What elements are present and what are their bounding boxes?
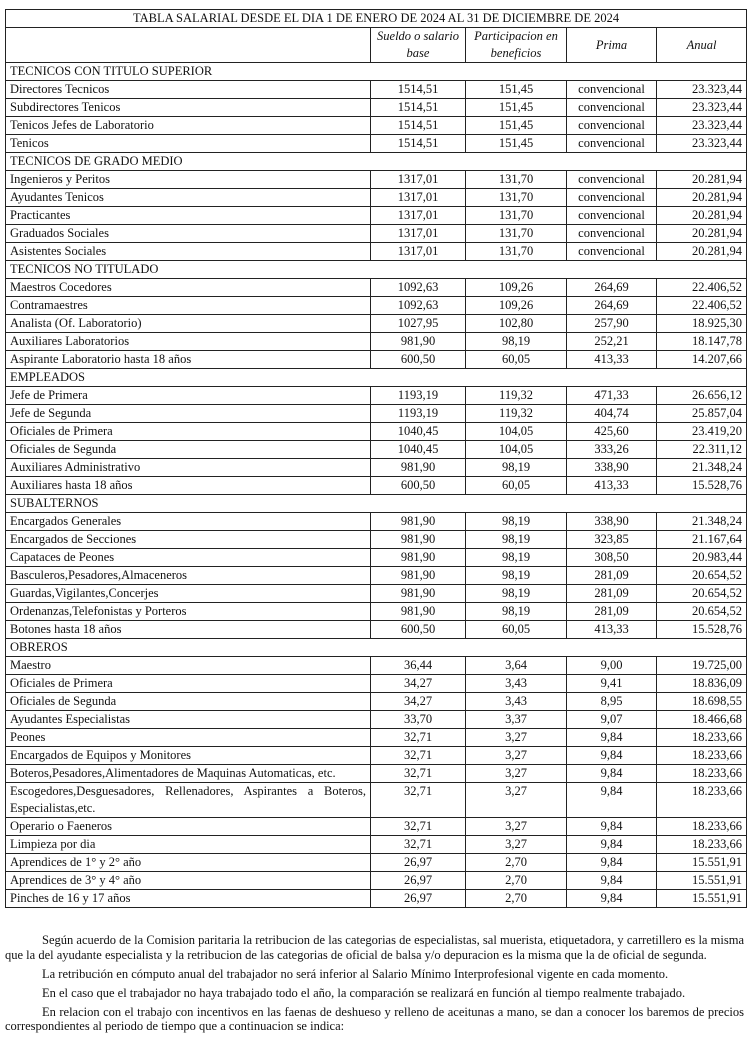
cell-sueldo: 1092,63 <box>371 297 466 315</box>
header-sueldo: Sueldo o salario base <box>371 28 466 63</box>
cell-anual: 26.656,12 <box>657 387 747 405</box>
header-anual: Anual <box>657 28 747 63</box>
cell-prima: 9,84 <box>567 747 657 765</box>
section-row <box>6 153 747 171</box>
cell-prima: 413,33 <box>567 621 657 639</box>
cell-anual: 18.925,30 <box>657 315 747 333</box>
cell-participacion: 3,27 <box>466 747 567 765</box>
table-row <box>6 459 747 477</box>
cell-prima: convencional <box>567 189 657 207</box>
cell-prima: convencional <box>567 117 657 135</box>
cell-anual: 23.419,20 <box>657 423 747 441</box>
header-participacion: Participacion en beneficios <box>466 28 567 63</box>
cell-anual: 18.466,68 <box>657 711 747 729</box>
section-row <box>6 261 747 279</box>
table-row <box>6 657 747 675</box>
table-row <box>6 225 747 243</box>
cell-participacion: 3,27 <box>466 765 567 783</box>
section-title: SUBALTERNOS <box>6 495 747 513</box>
cell-prima: 252,21 <box>567 333 657 351</box>
cell-participacion: 60,05 <box>466 351 567 369</box>
cell-anual: 15.551,91 <box>657 890 747 908</box>
cell-participacion: 2,70 <box>466 872 567 890</box>
cell-anual: 20.654,52 <box>657 603 747 621</box>
cell-participacion: 109,26 <box>466 297 567 315</box>
cell-participacion: 3,27 <box>466 729 567 747</box>
cell-anual: 23.323,44 <box>657 135 747 153</box>
table-row <box>6 603 747 621</box>
cell-participacion: 3,43 <box>466 675 567 693</box>
cell-prima: 257,90 <box>567 315 657 333</box>
cell-category: Limpieza por dia <box>6 836 371 854</box>
table-row <box>6 351 747 369</box>
cell-anual: 22.406,52 <box>657 279 747 297</box>
cell-prima: 9,84 <box>567 818 657 836</box>
cell-sueldo: 34,27 <box>371 693 466 711</box>
cell-participacion: 98,19 <box>466 513 567 531</box>
cell-sueldo: 600,50 <box>371 351 466 369</box>
section-row <box>6 63 747 81</box>
salary-table <box>5 9 747 908</box>
cell-participacion: 2,70 <box>466 854 567 872</box>
cell-category: Botones hasta 18 años <box>6 621 371 639</box>
cell-participacion: 151,45 <box>466 99 567 117</box>
cell-participacion: 3,27 <box>466 818 567 836</box>
cell-anual: 20.281,94 <box>657 243 747 261</box>
cell-prima: 281,09 <box>567 585 657 603</box>
cell-sueldo: 981,90 <box>371 603 466 621</box>
table-row <box>6 890 747 908</box>
cell-category: Ayudantes Tenicos <box>6 189 371 207</box>
cell-participacion: 60,05 <box>466 477 567 495</box>
cell-participacion: 151,45 <box>466 135 567 153</box>
cell-category: Asistentes Sociales <box>6 243 371 261</box>
cell-anual: 20.983,44 <box>657 549 747 567</box>
cell-category: Auxiliares Administrativo <box>6 459 371 477</box>
cell-prima: convencional <box>567 225 657 243</box>
cell-category: Maestros Cocedores <box>6 279 371 297</box>
table-row <box>6 513 747 531</box>
table-row <box>6 207 747 225</box>
cell-anual: 18.233,66 <box>657 765 747 783</box>
table-row <box>6 279 747 297</box>
table-row <box>6 333 747 351</box>
section-title: OBREROS <box>6 639 747 657</box>
cell-prima: 9,84 <box>567 890 657 908</box>
table-row <box>6 585 747 603</box>
cell-prima: 8,95 <box>567 693 657 711</box>
cell-category: Encargados Generales <box>6 513 371 531</box>
cell-prima: 9,84 <box>567 783 657 818</box>
cell-anual: 20.654,52 <box>657 585 747 603</box>
section-row <box>6 639 747 657</box>
table-row <box>6 171 747 189</box>
header-row <box>6 28 747 63</box>
cell-participacion: 60,05 <box>466 621 567 639</box>
cell-prima: 9,00 <box>567 657 657 675</box>
cell-participacion: 98,19 <box>466 459 567 477</box>
cell-category: Operario o Faeneros <box>6 818 371 836</box>
cell-category: Oficiales de Segunda <box>6 441 371 459</box>
cell-participacion: 104,05 <box>466 441 567 459</box>
table-row <box>6 711 747 729</box>
table-row <box>6 836 747 854</box>
cell-anual: 21.348,24 <box>657 513 747 531</box>
cell-sueldo: 1317,01 <box>371 207 466 225</box>
cell-anual: 25.857,04 <box>657 405 747 423</box>
cell-sueldo: 1040,45 <box>371 423 466 441</box>
cell-category: Tenicos Jefes de Laboratorio <box>6 117 371 135</box>
cell-sueldo: 32,71 <box>371 783 466 818</box>
cell-sueldo: 26,97 <box>371 854 466 872</box>
cell-anual: 18.147,78 <box>657 333 747 351</box>
cell-category: Aprendices de 1° y 2° año <box>6 854 371 872</box>
cell-category: Encargados de Secciones <box>6 531 371 549</box>
cell-prima: 9,41 <box>567 675 657 693</box>
cell-sueldo: 981,90 <box>371 333 466 351</box>
table-row <box>6 477 747 495</box>
cell-sueldo: 1040,45 <box>371 441 466 459</box>
cell-sueldo: 1514,51 <box>371 81 466 99</box>
cell-prima: convencional <box>567 99 657 117</box>
cell-category: Ordenanzas,Telefonistas y Porteros <box>6 603 371 621</box>
table-row <box>6 243 747 261</box>
cell-anual: 18.698,55 <box>657 693 747 711</box>
cell-category: Encargados de Equipos y Monitores <box>6 747 371 765</box>
cell-prima: 338,90 <box>567 513 657 531</box>
table-row <box>6 387 747 405</box>
cell-participacion: 119,32 <box>466 387 567 405</box>
cell-sueldo: 981,90 <box>371 549 466 567</box>
table-row <box>6 675 747 693</box>
cell-participacion: 3,27 <box>466 836 567 854</box>
cell-sueldo: 1317,01 <box>371 243 466 261</box>
cell-prima: 281,09 <box>567 603 657 621</box>
cell-participacion: 98,19 <box>466 603 567 621</box>
cell-participacion: 104,05 <box>466 423 567 441</box>
cell-participacion: 102,80 <box>466 315 567 333</box>
cell-anual: 20.281,94 <box>657 171 747 189</box>
table-row <box>6 81 747 99</box>
cell-participacion: 109,26 <box>466 279 567 297</box>
cell-prima: 264,69 <box>567 297 657 315</box>
cell-sueldo: 600,50 <box>371 477 466 495</box>
section-row <box>6 369 747 387</box>
cell-prima: convencional <box>567 243 657 261</box>
cell-category: Ingenieros y Peritos <box>6 171 371 189</box>
table-row <box>6 872 747 890</box>
cell-anual: 18.836,09 <box>657 675 747 693</box>
table-title: TABLA SALARIAL DESDE EL DIA 1 DE ENERO DE 2024 AL 31 DE DICIEMBRE DE 2024 <box>6 10 747 28</box>
cell-participacion: 131,70 <box>466 243 567 261</box>
cell-prima: 9,84 <box>567 836 657 854</box>
cell-prima: 425,60 <box>567 423 657 441</box>
cell-sueldo: 1514,51 <box>371 117 466 135</box>
cell-anual: 20.281,94 <box>657 189 747 207</box>
cell-prima: 264,69 <box>567 279 657 297</box>
table-row <box>6 567 747 585</box>
cell-prima: 333,26 <box>567 441 657 459</box>
note-paragraph: En el caso que el trabajador no haya trabajado todo el año, la comparación se realizará en función al tiempo realmente trabajado. <box>42 985 686 1000</box>
cell-category: Peones <box>6 729 371 747</box>
cell-participacion: 131,70 <box>466 207 567 225</box>
cell-anual: 18.233,66 <box>657 729 747 747</box>
notes-section <box>5 933 744 1038</box>
cell-prima: convencional <box>567 207 657 225</box>
cell-sueldo: 981,90 <box>371 531 466 549</box>
header-prima: Prima <box>567 28 657 63</box>
cell-anual: 23.323,44 <box>657 99 747 117</box>
table-row <box>6 405 747 423</box>
cell-sueldo: 1317,01 <box>371 171 466 189</box>
cell-participacion: 98,19 <box>466 531 567 549</box>
cell-prima: convencional <box>567 171 657 189</box>
cell-category: Oficiales de Primera <box>6 675 371 693</box>
cell-anual: 20.281,94 <box>657 207 747 225</box>
cell-sueldo: 36,44 <box>371 657 466 675</box>
cell-category: Ayudantes Especialistas <box>6 711 371 729</box>
cell-participacion: 151,45 <box>466 117 567 135</box>
cell-sueldo: 981,90 <box>371 567 466 585</box>
cell-prima: convencional <box>567 81 657 99</box>
cell-anual: 15.528,76 <box>657 621 747 639</box>
cell-anual: 15.528,76 <box>657 477 747 495</box>
cell-sueldo: 981,90 <box>371 585 466 603</box>
cell-category: Directores Tecnicos <box>6 81 371 99</box>
cell-anual: 23.323,44 <box>657 81 747 99</box>
cell-prima: 281,09 <box>567 567 657 585</box>
section-title: EMPLEADOS <box>6 369 747 387</box>
cell-category: Contramaestres <box>6 297 371 315</box>
cell-sueldo: 1027,95 <box>371 315 466 333</box>
cell-anual: 20.281,94 <box>657 225 747 243</box>
cell-sueldo: 981,90 <box>371 459 466 477</box>
table-body <box>6 63 747 908</box>
table-row <box>6 854 747 872</box>
note-paragraph: En relacion con el trabajo con incentivos en las faenas de deshueso y relleno de aceitunas a mano, se dan a conocer los baremos de precios correspondientes al periodo de tiempo que a continuacion se indica: <box>5 1004 744 1033</box>
cell-category: Oficiales de Segunda <box>6 693 371 711</box>
cell-anual: 20.654,52 <box>657 567 747 585</box>
cell-prima: 471,33 <box>567 387 657 405</box>
table-row <box>6 693 747 711</box>
cell-participacion: 98,19 <box>466 333 567 351</box>
cell-anual: 15.551,91 <box>657 872 747 890</box>
cell-category: Auxiliares hasta 18 años <box>6 477 371 495</box>
section-row <box>6 495 747 513</box>
table-row <box>6 135 747 153</box>
cell-category: Subdirectores Tenicos <box>6 99 371 117</box>
cell-participacion: 131,70 <box>466 225 567 243</box>
cell-anual: 22.311,12 <box>657 441 747 459</box>
cell-category: Basculeros,Pesadores,Almaceneros <box>6 567 371 585</box>
cell-category: Aprendices de 3° y 4° año <box>6 872 371 890</box>
cell-anual: 21.167,64 <box>657 531 747 549</box>
table-row <box>6 729 747 747</box>
cell-category: Tenicos <box>6 135 371 153</box>
cell-anual: 14.207,66 <box>657 351 747 369</box>
cell-sueldo: 33,70 <box>371 711 466 729</box>
cell-participacion: 3,64 <box>466 657 567 675</box>
cell-anual: 23.323,44 <box>657 117 747 135</box>
cell-participacion: 98,19 <box>466 567 567 585</box>
table-row <box>6 297 747 315</box>
table-row <box>6 783 747 818</box>
cell-prima: 413,33 <box>567 477 657 495</box>
cell-category: Graduados Sociales <box>6 225 371 243</box>
cell-category: Guardas,Vigilantes,Concerjes <box>6 585 371 603</box>
cell-sueldo: 34,27 <box>371 675 466 693</box>
cell-category: Escogedores,Desguesadores, Rellenadores, Aspirantes a Boteros, Especialistas,etc. <box>6 783 371 818</box>
cell-sueldo: 32,71 <box>371 818 466 836</box>
cell-sueldo: 1193,19 <box>371 405 466 423</box>
cell-anual: 18.233,66 <box>657 747 747 765</box>
cell-participacion: 3,37 <box>466 711 567 729</box>
cell-sueldo: 981,90 <box>371 513 466 531</box>
cell-participacion: 151,45 <box>466 81 567 99</box>
cell-category: Aspirante Laboratorio hasta 18 años <box>6 351 371 369</box>
table-row <box>6 423 747 441</box>
cell-category: Practicantes <box>6 207 371 225</box>
table-row <box>6 621 747 639</box>
table-row <box>6 818 747 836</box>
section-title: TECNICOS DE GRADO MEDIO <box>6 153 747 171</box>
section-title: TECNICOS CON TITULO SUPERIOR <box>6 63 747 81</box>
cell-participacion: 98,19 <box>466 585 567 603</box>
cell-prima: convencional <box>567 135 657 153</box>
cell-anual: 15.551,91 <box>657 854 747 872</box>
cell-prima: 9,07 <box>567 711 657 729</box>
cell-category: Jefe de Segunda <box>6 405 371 423</box>
cell-anual: 22.406,52 <box>657 297 747 315</box>
table-row <box>6 315 747 333</box>
cell-anual: 18.233,66 <box>657 783 747 818</box>
cell-prima: 323,85 <box>567 531 657 549</box>
cell-sueldo: 1317,01 <box>371 225 466 243</box>
cell-participacion: 119,32 <box>466 405 567 423</box>
note-paragraph: La retribución en cómputo anual del trabajador no será inferior al Salario Mínimo Interprofesional vigente en cada momento. <box>42 966 669 981</box>
cell-prima: 338,90 <box>567 459 657 477</box>
table-row <box>6 99 747 117</box>
cell-sueldo: 1092,63 <box>371 279 466 297</box>
cell-participacion: 131,70 <box>466 189 567 207</box>
cell-anual: 21.348,24 <box>657 459 747 477</box>
cell-category: Auxiliares Laboratorios <box>6 333 371 351</box>
cell-sueldo: 26,97 <box>371 872 466 890</box>
cell-participacion: 98,19 <box>466 549 567 567</box>
table-row <box>6 747 747 765</box>
cell-category: Maestro <box>6 657 371 675</box>
cell-participacion: 131,70 <box>466 171 567 189</box>
cell-sueldo: 1514,51 <box>371 99 466 117</box>
cell-sueldo: 32,71 <box>371 765 466 783</box>
cell-sueldo: 1514,51 <box>371 135 466 153</box>
cell-anual: 18.233,66 <box>657 818 747 836</box>
note-paragraph: Según acuerdo de la Comision paritaria la retribucion de las categorias de especialistas, sal muerista, etiquetadora, y carretillero es la misma que la del ayudante especialista y la retribucion de las categorias de oficial de balsa y/o depuracion es la misma que la de oficial de segunda. <box>5 933 744 962</box>
cell-anual: 19.725,00 <box>657 657 747 675</box>
table-row <box>6 531 747 549</box>
cell-prima: 413,33 <box>567 351 657 369</box>
section-title: TECNICOS NO TITULADO <box>6 261 747 279</box>
cell-sueldo: 1193,19 <box>371 387 466 405</box>
cell-sueldo: 26,97 <box>371 890 466 908</box>
cell-sueldo: 32,71 <box>371 729 466 747</box>
cell-sueldo: 32,71 <box>371 836 466 854</box>
cell-category: Pinches de 16 y 17 años <box>6 890 371 908</box>
cell-prima: 9,84 <box>567 872 657 890</box>
table-row <box>6 765 747 783</box>
cell-sueldo: 32,71 <box>371 747 466 765</box>
table-title-row <box>6 10 747 28</box>
cell-prima: 9,84 <box>567 854 657 872</box>
cell-participacion: 3,43 <box>466 693 567 711</box>
table-row <box>6 117 747 135</box>
table-row <box>6 441 747 459</box>
cell-category: Analista (Of. Laboratorio) <box>6 315 371 333</box>
cell-category: Oficiales de Primera <box>6 423 371 441</box>
cell-anual: 18.233,66 <box>657 836 747 854</box>
cell-participacion: 2,70 <box>466 890 567 908</box>
table-row <box>6 189 747 207</box>
cell-prima: 404,74 <box>567 405 657 423</box>
cell-prima: 9,84 <box>567 729 657 747</box>
cell-sueldo: 1317,01 <box>371 189 466 207</box>
header-category <box>6 28 371 63</box>
cell-prima: 9,84 <box>567 765 657 783</box>
cell-category: Boteros,Pesadores,Alimentadores de Maquinas Automaticas, etc. <box>6 765 371 783</box>
cell-category: Capataces de Peones <box>6 549 371 567</box>
cell-category: Jefe de Primera <box>6 387 371 405</box>
cell-participacion: 3,27 <box>466 783 567 818</box>
cell-sueldo: 600,50 <box>371 621 466 639</box>
cell-prima: 308,50 <box>567 549 657 567</box>
table-row <box>6 549 747 567</box>
